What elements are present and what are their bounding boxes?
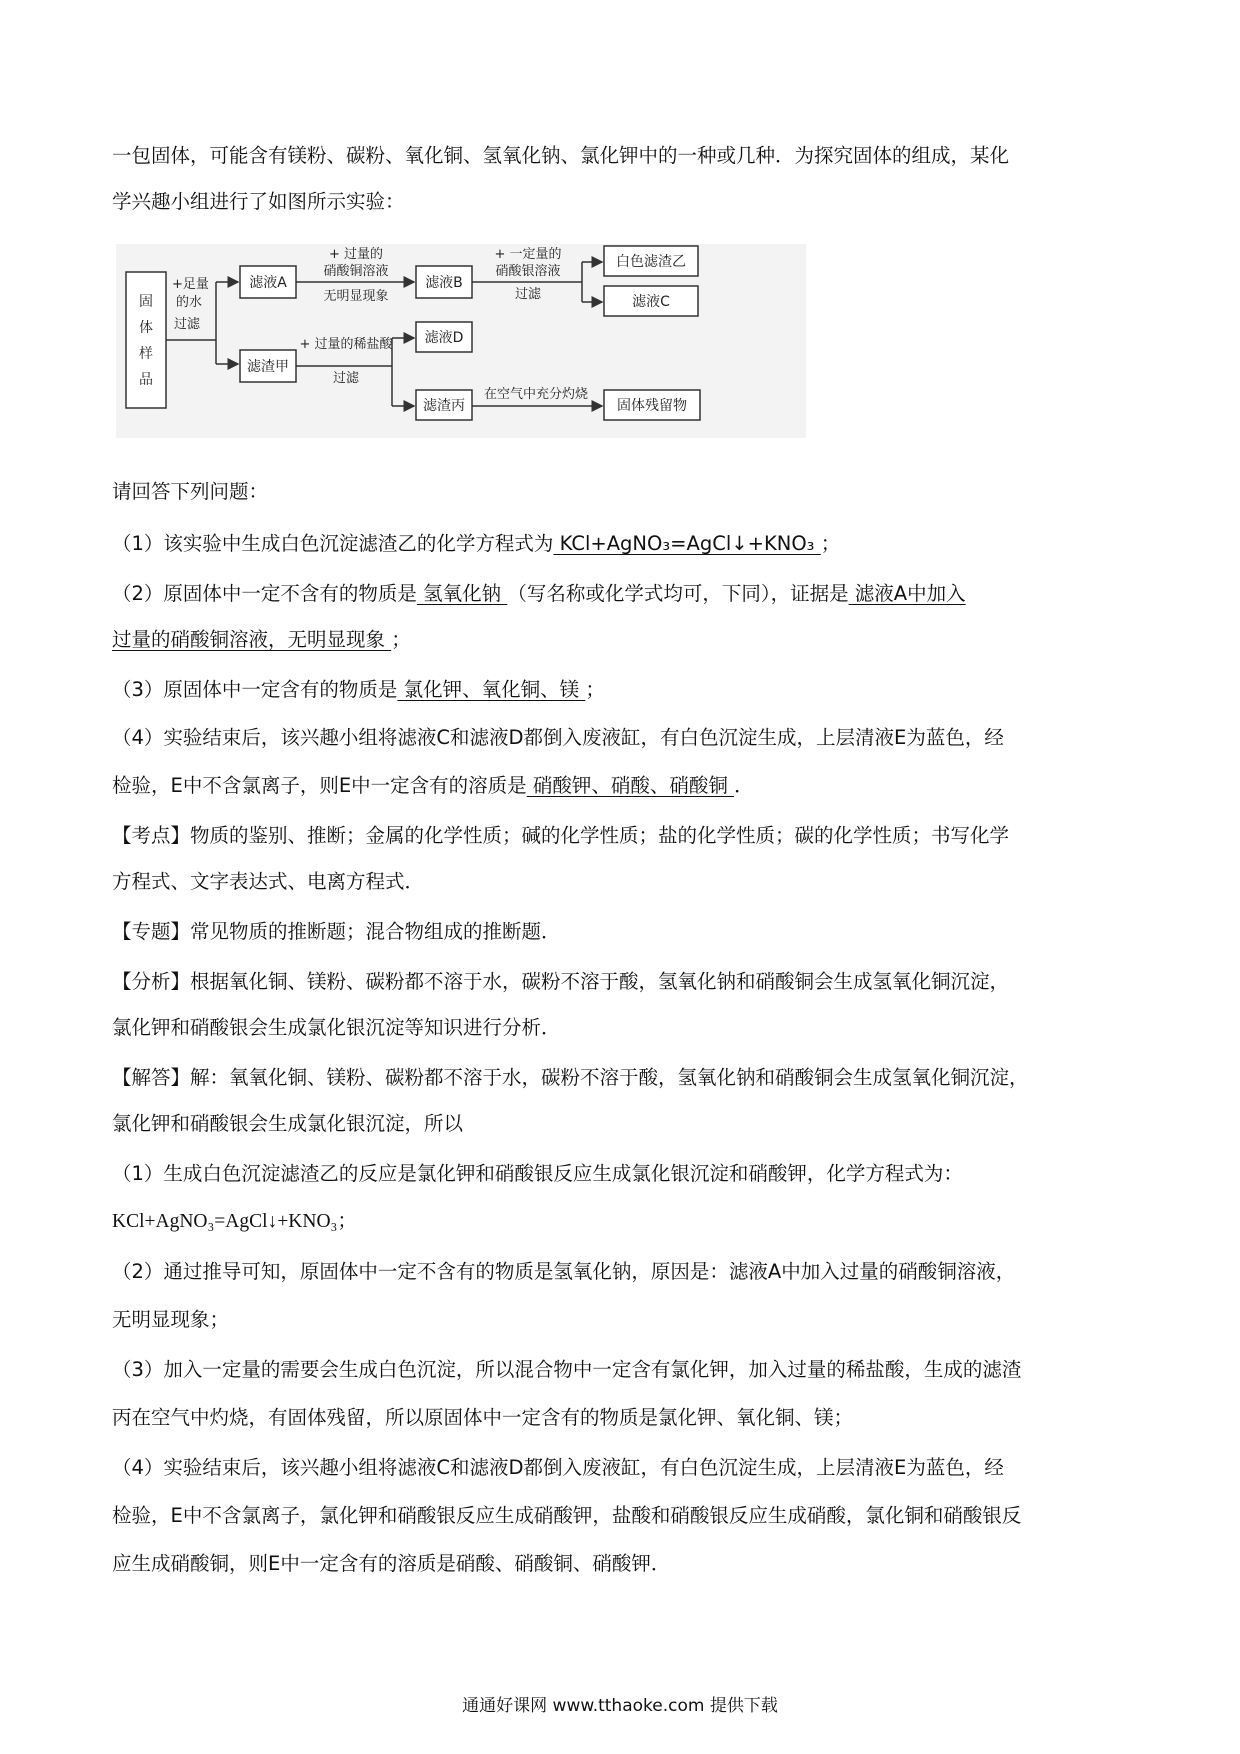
step4-bottom-label: 过滤 (332, 371, 360, 386)
step2-mid-label: 硝酸铜溶液 (323, 264, 389, 279)
experiment-flow-diagram (116, 244, 806, 438)
question-4-line-2 (112, 772, 1132, 800)
step3-mid-label: 硝酸银溶液 (495, 264, 561, 279)
question-3-answer: 氯化钾、氧化铜、镁 (397, 678, 586, 701)
kaodian-line-1: 【考点】物质的鉴别、推断；金属的化学性质；碱的化学性质；盐的化学性质；碳的化学性质；书写化学 (112, 824, 1010, 847)
question-1-text: （1）该实验中生成白色沉淀滤渣乙的化学方程式为 (112, 532, 554, 555)
question-2-cont (112, 626, 1132, 654)
step4-top-label: + 过量的稀盐酸 (299, 337, 393, 352)
question-1-end: ； (820, 532, 841, 555)
residue-bing-label: 滤渣丙 (423, 398, 465, 414)
question-3-end: ； (585, 678, 605, 701)
question-2-end: ； (391, 628, 411, 651)
sample-char-3: 样 (139, 346, 153, 362)
question-2-evidence-b: 过量的硝酸铜溶液，无明显现象 (112, 628, 392, 651)
white-residue-yi-label: 白色滤渣乙 (616, 254, 686, 270)
question-3-text: （3）原固体中一定含有的物质是 (112, 678, 398, 701)
answer-2-line-1: （2）通过推导可知，原固体中一定不含有的物质是氢氧化钠，原因是：滤液A中加入过量的硝酸铜溶液， (112, 1260, 1016, 1283)
sample-char-1: 固 (139, 294, 153, 310)
question-2 (112, 580, 1132, 608)
question-2-evidence-a: 滤液A中加入 (848, 582, 966, 605)
step1-bottom-label: 过滤 (174, 317, 201, 332)
question-1-answer: KCl+AgNO₃=AgCl↓+KNO₃ (553, 532, 821, 555)
jieda-line-1: 【解答】解：氧氧化铜、镁粉、碳粉都不溶于水，碳粉不溶于酸，氢氧化钠和硝酸铜会生成氢氧化铜沉淀， (112, 1066, 1029, 1089)
sample-char-4: 品 (139, 372, 153, 388)
step3-top-label: + 一定量的 (494, 247, 562, 262)
answer-4-line-3: 应生成硝酸铜，则E中一定含有的溶质是硝酸、硝酸铜、硝酸钾． (112, 1552, 671, 1575)
jieda-line-2: 氯化钾和硝酸银会生成氯化银沉淀，所以 (112, 1112, 464, 1135)
answer-1-line-1: （1）生成白色沉淀滤渣乙的反应是氯化钾和硝酸银反应生成氯化银沉淀和硝酸钾，化学方程式为： (112, 1162, 963, 1185)
filtrate-a-label: 滤液A (249, 275, 287, 291)
step5-label: 在空气中充分灼烧 (483, 387, 589, 402)
step1-mid-label: 的水 (176, 295, 203, 310)
intro-line-2: 学兴趣小组进行了如图所示实验： (112, 190, 405, 213)
question-3 (112, 676, 1132, 704)
question-4-answer: 硝酸钾、硝酸、硝酸铜 (526, 774, 735, 797)
solid-residue-label: 固体残留物 (617, 398, 687, 414)
step2-top-label: + 过量的 (328, 247, 384, 262)
answer-3-line-2: 丙在空气中灼烧，有固体残留，所以原固体中一定含有的物质是氯化钾、氧化铜、镁； (112, 1406, 854, 1429)
kaodian-line-2: 方程式、文字表达式、电离方程式． (112, 870, 425, 893)
fenxi-line-1: 【分析】根据氧化铜、镁粉、碳粉都不溶于水，碳粉不溶于酸，氢氧化钠和硝酸铜会生成氢氧化铜沉淀， (112, 970, 1010, 993)
filtrate-b-label: 滤液B (425, 275, 463, 291)
answer-3-line-1: （3）加入一定量的需要会生成白色沉淀，所以混合物中一定含有氯化钾，加入过量的稀盐酸，生成的滤渣 (112, 1358, 1022, 1381)
filtrate-d-label: 滤液D (424, 330, 464, 346)
intro-line-1: 一包固体，可能含有镁粉、碳粉、氧化铜、氢氧化钠、氯化钾中的一种或几种．为探究固体的组成，某化 (112, 144, 1010, 167)
step2-bottom-label: 无明显现象 (323, 289, 389, 304)
filtrate-c-label: 滤液C (632, 294, 670, 310)
zhuanti-line: 【专题】常见物质的推断题；混合物组成的推断题． (112, 920, 561, 943)
answer-2-line-2: 无明显现象； (112, 1308, 230, 1331)
answer-4-line-2: 检验，E中不含氯离子，氯化钾和硝酸银反应生成硝酸钾，盐酸和硝酸银反应生成硝酸，氯化铜和硝酸银反 (112, 1504, 1022, 1527)
answer-4-line-1: （4）实验结束后，该兴趣小组将滤液C和滤液D都倒入废液缸，有白色沉淀生成，上层清液E为蓝色，经 (112, 1456, 1004, 1479)
question-4-line-1: （4）实验结束后，该兴趣小组将滤液C和滤液D都倒入废液缸，有白色沉淀生成，上层清液E为蓝色，经 (112, 726, 1004, 749)
question-2-text: （2）原固体中一定不含有的物质是 (112, 582, 417, 605)
question-2-mid: （写名称或化学式均可，下同），证据是 (507, 582, 849, 605)
questions-prompt: 请回答下列问题： (112, 480, 269, 503)
page-footer: 通通好课网 www.tthaoke.com 提供下载 (462, 1696, 778, 1716)
step1-top-label: +足量 (172, 277, 209, 292)
fenxi-line-2: 氯化钾和硝酸银会生成氯化银沉淀等知识进行分析． (112, 1016, 561, 1039)
question-4-text: 检验，E中不含氯离子，则E中一定含有的溶质是 (112, 774, 527, 797)
step3-bottom-label: 过滤 (514, 287, 542, 302)
answer-1-line-2: KCl+AgNO₃=AgCl↓+KNO₃； (112, 1211, 357, 1232)
sample-char-2: 体 (139, 320, 153, 336)
question-4-end: ． (734, 774, 754, 797)
question-2-answer: 氢氧化钠 (416, 582, 508, 605)
residue-jia-label: 滤渣甲 (247, 359, 289, 375)
question-1 (112, 530, 1132, 558)
